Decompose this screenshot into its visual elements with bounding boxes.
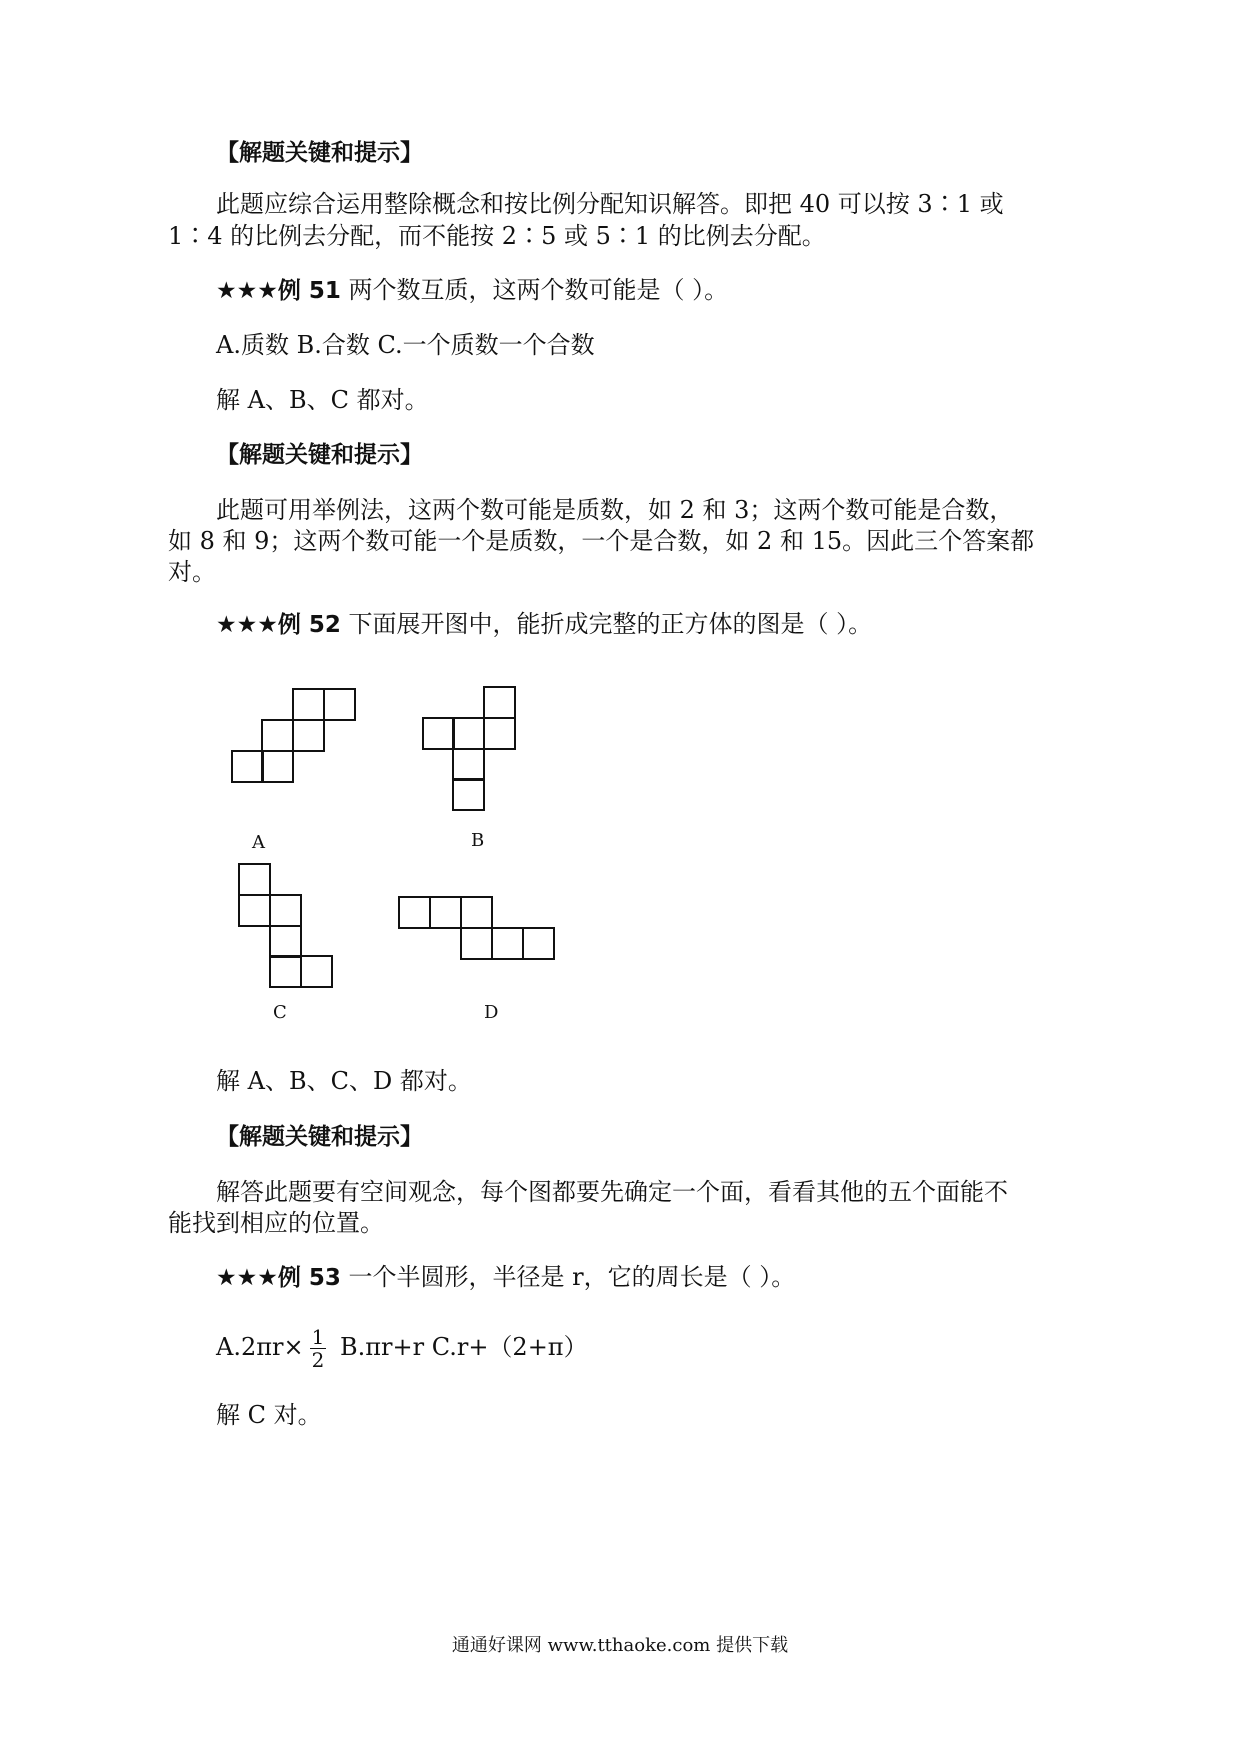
example-52-question bbox=[216, 606, 872, 643]
section-heading: 【解题关键和提示】 bbox=[216, 1124, 423, 1150]
net-square bbox=[270, 956, 301, 987]
cube-net-b bbox=[422, 686, 518, 816]
fraction-numerator: 1 bbox=[311, 1325, 325, 1349]
cube-net-d bbox=[398, 896, 555, 964]
net-square bbox=[324, 689, 355, 720]
question-text: 一个半圆形，半径是 r，它的周长是（ ）。 bbox=[348, 1263, 796, 1291]
paragraph-line: 对。 bbox=[168, 558, 216, 586]
net-label-a: A bbox=[252, 832, 265, 853]
net-square bbox=[461, 928, 492, 959]
section-heading: 【解题关键和提示】 bbox=[216, 442, 423, 468]
paragraph-line: 解答此题要有空间观念，每个图都要先确定一个面，看看其他的五个面能不 bbox=[216, 1178, 1008, 1206]
paragraph-line: 1∶4 的比例去分配，而不能按 2∶5 或 5∶1 的比例去分配。 bbox=[168, 222, 826, 250]
paragraph-line: 此题可用举例法，这两个数可能是质数，如 2 和 3；这两个数可能是合数， bbox=[216, 496, 1014, 524]
net-square bbox=[492, 928, 523, 959]
net-square bbox=[270, 926, 301, 957]
net-square bbox=[430, 897, 461, 928]
question-text: 两个数互质，这两个数可能是（ ）。 bbox=[348, 276, 729, 304]
option-a: A.2πr× bbox=[216, 1333, 304, 1361]
answer-line: 解 A、B、C 都对。 bbox=[216, 386, 429, 414]
example-51-question bbox=[216, 272, 728, 309]
net-square bbox=[262, 720, 293, 751]
page-footer: 通通好课网 www.tthaoke.com 提供下载 bbox=[451, 1635, 789, 1656]
net-square bbox=[239, 864, 270, 895]
example-title: ★★★例 53 bbox=[216, 1265, 341, 1291]
net-square bbox=[523, 928, 554, 959]
option-b: B.πr+r bbox=[339, 1333, 425, 1361]
paragraph-line: 能找到相应的位置。 bbox=[168, 1209, 384, 1237]
net-square bbox=[262, 751, 293, 782]
answer-line: 解 C 对。 bbox=[216, 1401, 322, 1429]
net-square bbox=[423, 718, 454, 749]
net-square bbox=[293, 689, 324, 720]
net-square bbox=[484, 718, 515, 749]
net-square bbox=[453, 749, 484, 780]
cube-net-c bbox=[238, 863, 334, 993]
net-square bbox=[461, 897, 492, 928]
net-square bbox=[293, 720, 324, 751]
net-label-b: B bbox=[471, 830, 485, 851]
net-square bbox=[239, 895, 270, 926]
example-title: ★★★例 51 bbox=[216, 278, 341, 304]
net-square bbox=[232, 751, 263, 782]
example-title: ★★★例 52 bbox=[216, 612, 341, 638]
net-label-c: C bbox=[273, 1002, 287, 1023]
net-square bbox=[453, 718, 484, 749]
section-heading: 【解题关键和提示】 bbox=[216, 140, 423, 166]
net-label-d: D bbox=[484, 1002, 499, 1023]
net-square bbox=[484, 687, 515, 718]
net-square bbox=[453, 779, 484, 810]
answer-line: 解 A、B、C、D 都对。 bbox=[216, 1067, 472, 1095]
net-square bbox=[399, 897, 430, 928]
paragraph-line: 此题应综合运用整除概念和按比例分配知识解答。即把 40 可以按 3∶1 或 bbox=[216, 190, 1004, 218]
question-text: 下面展开图中，能折成完整的正方体的图是（ ）。 bbox=[348, 610, 873, 638]
fraction-denominator: 2 bbox=[311, 1348, 325, 1372]
net-square bbox=[301, 956, 332, 987]
example-53-question bbox=[216, 1259, 795, 1296]
net-square bbox=[270, 895, 301, 926]
options-line bbox=[216, 1322, 588, 1372]
option-c: C.r+（2+π） bbox=[431, 1333, 588, 1361]
fraction bbox=[310, 1326, 327, 1371]
cube-net-a bbox=[231, 688, 357, 788]
paragraph-line: 如 8 和 9；这两个数可能一个是质数，一个是合数，如 2 和 15。因此三个答案都 bbox=[168, 527, 1035, 555]
options-line: A.质数 B.合数 C.一个质数一个合数 bbox=[216, 331, 595, 359]
